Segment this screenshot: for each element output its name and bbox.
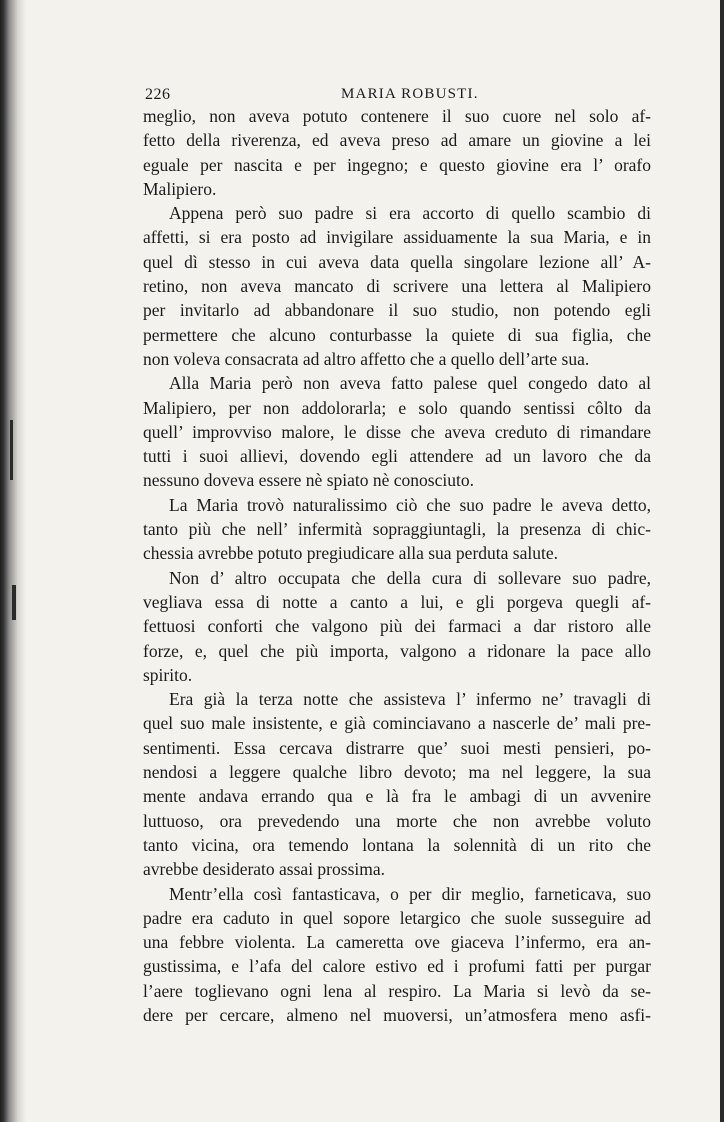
text-line: avrebbe desiderato assai prossima. (143, 859, 386, 880)
text-line: quel dì stesso in cui aveva data quella singolare lezione all’ A- (143, 251, 651, 272)
text-line: gustissima, e l’afa del calore estivo ed i profumi fatti per purgar (143, 956, 651, 977)
text-line: sentimenti. Essa cercava distrarre que’ suoi mesti pensieri, po- (143, 737, 651, 758)
text-line: dere per cercare, almeno nel muoversi, un’atmosfera meno asfi- (143, 1004, 651, 1025)
text-line: chessia avrebbe potuto pregiudicare alla sua perduta salute. (143, 543, 558, 564)
text-line: Malipiero. (143, 178, 217, 199)
text-line: quell’ improvviso malore, le disse che aveva creduto di rimandare (143, 421, 651, 442)
text-line: forze, e, quel che più importa, valgono a ridonare la pace allo (143, 640, 651, 661)
text-line: mente andava errando qua e là fra le ambagi di un avvenire (143, 786, 651, 807)
scan-edge-mark (10, 420, 13, 480)
text-line: affetti, si era posto ad invigilare assiduamente la sua Maria, e in (143, 227, 651, 248)
text-line: Non d’ altro occupata che della cura di sollevare suo padre, (169, 567, 651, 588)
text-line: tutti i suoi allievi, dovendo egli attendere ad un lavoro che da (143, 446, 651, 467)
text-line: Malipiero, per non addolorarla; e solo quando sentissi côlto da (143, 397, 651, 418)
scan-edge-mark (12, 585, 16, 620)
text-line: vegliava essa di notte a canto a lui, e gli porgeva quegli af- (143, 591, 651, 612)
text-line: nendosi a leggere qualche libro devoto; ma nel leggere, la sua (143, 762, 651, 783)
text-line: l’aere toglievano ogni lena al respiro. La Maria si levò da se- (143, 980, 651, 1001)
text-line: Era già la terza notte che assisteva l’ infermo ne’ travagli di (169, 689, 651, 710)
text-line: meglio, non aveva potuto contenere il suo cuore nel solo af- (143, 106, 651, 126)
text-line: tanto più che nell’ infermità sopraggiuntagli, la presenza di chic- (143, 519, 651, 540)
body-text (143, 104, 651, 1027)
page-header (143, 80, 651, 104)
book-page (143, 80, 651, 1027)
text-line: padre era caduto in quel sopore letargico che suole susseguire ad (143, 907, 651, 928)
text-line: Alla Maria però non aveva fatto palese quel congedo dato al (169, 373, 651, 394)
page-number: 226 (145, 86, 171, 103)
text-line: per invitarlo ad abbandonare il suo studio, non potendo egli (143, 300, 651, 321)
text-line: fettuosi conforti che valgono più dei farmaci a dar ristoro alle (143, 616, 651, 637)
scan-right-edge (720, 0, 724, 1122)
scan-left-edge (0, 0, 26, 1122)
text-line: luttuoso, ora prevedendo una morte che non avrebbe voluto (143, 810, 651, 831)
text-line: eguale per nascita e per ingegno; e questo giovine era l’ orafo (143, 154, 651, 175)
text-line: Mentr’ella così fantasticava, o per dir meglio, farneticava, suo (169, 883, 651, 904)
text-line: fetto della riverenza, ed aveva preso ad amare un giovine a lei (143, 130, 651, 151)
text-line: retino, non aveva mancato di scrivere una lettera al Malipiero (143, 276, 651, 297)
text-line: Appena però suo padre si era accorto di quello scambio di (169, 203, 651, 224)
text-line: non voleva consacrata ad altro affetto che a quello dell’arte sua. (143, 348, 590, 369)
text-line: permettere che alcuno conturbasse la quiete di sua figlia, che (143, 324, 651, 345)
text-line: una febbre violenta. La cameretta ove giaceva l’infermo, era an- (143, 932, 651, 953)
running-title: MARIA ROBUSTI. (341, 86, 479, 102)
text-line: La Maria trovò naturalissimo ciò che suo padre le aveva detto, (169, 494, 651, 515)
text-line: quel suo male insistente, e già cominciavano a nascerle de’ mali pre- (143, 713, 651, 734)
text-line: nessuno doveva essere nè spiato nè conosciuto. (143, 470, 474, 491)
text-line: tanto vicina, ora temendo lontana la solennità di un rito che (143, 834, 651, 855)
text-line: spirito. (143, 664, 193, 685)
